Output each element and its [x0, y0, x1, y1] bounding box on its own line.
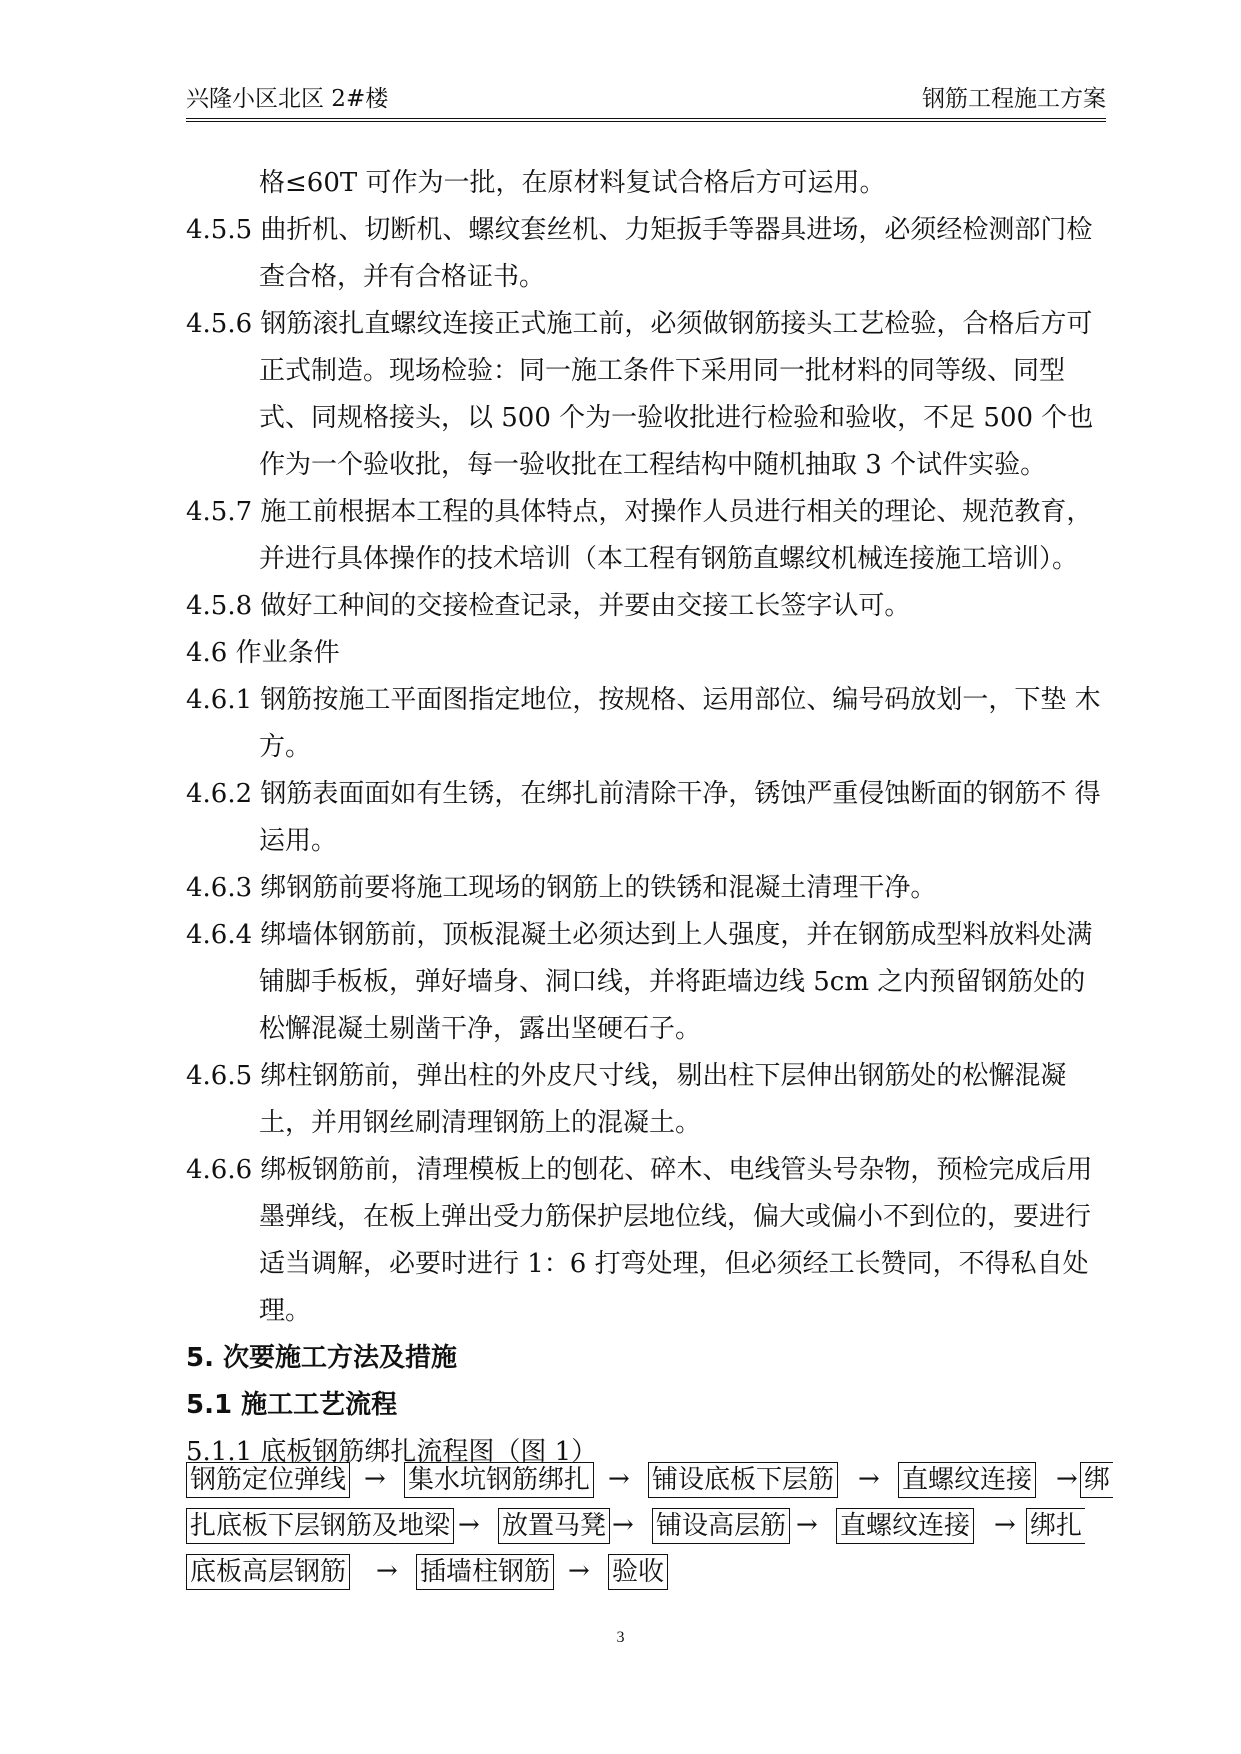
clause-4-6-3: 4.6.3 绑钢筋前要将施工现场的钢筋上的铁锈和混凝土清理干净。 — [186, 873, 937, 903]
flow-arrow: → — [376, 1556, 398, 1586]
flow-node-acceptance: 验收 — [608, 1554, 668, 1590]
flow-node-bind-lower-start: 绑 — [1080, 1462, 1113, 1498]
flow-node-bind-upper-start: 绑扎 — [1026, 1508, 1085, 1544]
clause-4-6-5: 4.6.5 绑柱钢筋前，弹出柱的外皮尺寸线，剔出柱下层伸出钢筋处的松懈混凝土，并用钢丝刷清理钢筋上的混凝土。 — [186, 1061, 1067, 1138]
page-number: 3 — [616, 1629, 625, 1646]
flow-node-straight-thread-2: 直螺纹连接 — [836, 1508, 974, 1544]
clause-4-6-1: 4.6.1 钢筋按施工平面图指定地位，按规格、运用部位、编号码放划一，下垫 木方。 — [186, 685, 1101, 762]
paragraph-continuation: 格≤60T 可作为一批，在原材料复试合格后方可运用。 — [259, 168, 886, 198]
section-4-6-title: 4.6 作业条件 — [186, 638, 340, 668]
document-body — [186, 160, 1106, 1476]
flow-node-place-chairs: 放置马凳 — [498, 1508, 610, 1544]
flow-node-bottom-lower-layer: 铺设底板下层筋 — [648, 1462, 838, 1498]
clause-4-5-8: 4.5.8 做好工种间的交接检查记录，并要由交接工长签字认可。 — [186, 591, 911, 621]
clause-4-6-4: 4.6.4 绑墙体钢筋前，顶板混凝土必须达到上人强度，并在钢筋成型料放料处满铺脚手板板，弹好墙身、洞口线，并将距墙边线 5cm 之内预留钢筋处的松懈混凝土剔凿干净，露出坚硬石子。 — [186, 920, 1093, 1044]
flow-node-rebar-positioning: 钢筋定位弹线 — [186, 1462, 350, 1498]
clause-4-6-2: 4.6.2 钢筋表面面如有生锈，在绑扎前清除干净，锈蚀严重侵蚀断面的钢筋不 得运用。 — [186, 779, 1101, 856]
flow-arrow: → — [1056, 1464, 1078, 1494]
header-rule — [186, 118, 1106, 119]
section-5-heading: 5. 次要施工方法及措施 — [186, 1343, 458, 1373]
flow-node-sump-rebar: 集水坑钢筋绑扎 — [404, 1462, 594, 1498]
flow-node-wall-column-dowels: 插墙柱钢筋 — [416, 1554, 554, 1590]
header-rule-double — [186, 121, 1106, 122]
flow-node-straight-thread-1: 直螺纹连接 — [898, 1462, 1036, 1498]
flow-node-bind-lower-and-beams: 扎底板下层钢筋及地梁 — [186, 1508, 454, 1544]
clause-4-5-5: 4.5.5 曲折机、切断机、螺纹套丝机、力矩扳手等器具进场，必须经检测部门检查合格，并有合格证书。 — [186, 215, 1093, 292]
flow-node-bind-upper-rebar: 底板高层钢筋 — [186, 1554, 350, 1590]
flow-arrow: → — [796, 1510, 818, 1540]
header-project-name: 兴隆小区北区 2#楼 — [186, 86, 389, 112]
flow-node-upper-layer: 铺设高层筋 — [652, 1508, 790, 1544]
clause-4-6-6: 4.6.6 绑板钢筋前，清理模板上的刨花、碎木、电线管头号杂物，预检完成后用墨弹线，在板上弹出受力筋保护层地位线，偏大或偏小不到位的，要进行适当调解，必要时进行 1：6 打弯处理，但必须经工长赞同，不得私自处理。 — [186, 1155, 1093, 1326]
section-5-1-heading: 5.1 施工工艺流程 — [186, 1390, 398, 1420]
flow-row — [186, 1554, 1106, 1594]
flow-arrow: → — [858, 1464, 880, 1494]
flow-arrow: → — [608, 1464, 630, 1494]
flow-arrow: → — [364, 1464, 386, 1494]
flow-arrow: → — [994, 1510, 1016, 1540]
clause-4-5-6: 4.5.6 钢筋滚扎直螺纹连接正式施工前，必须做钢筋接头工艺检验，合格后方可正式制造。现场检验：同一施工条件下采用同一批材料的同等级、同型式、同规格接头，以 500 个为一验收批进行检验和验收，不足 500 个也作为一个验收批，每一验收批在工程结构中随机抽取 3 个试件实验。 — [186, 309, 1094, 480]
clause-4-5-7: 4.5.7 施工前根据本工程的具体特点，对操作人员进行相关的理论、规范教育，并进行具体操作的技术培训（本工程有钢筋直螺纹机械连接施工培训）。 — [186, 497, 1093, 574]
flow-arrow: → — [568, 1556, 590, 1586]
flow-row — [186, 1462, 1111, 1502]
section-5-1-1-title: 5.1.1 底板钢筋绑扎流程图（图 1） — [186, 1437, 598, 1467]
header-document-title: 钢筋工程施工方案 — [922, 86, 1106, 112]
flow-arrow: → — [458, 1510, 480, 1540]
flow-arrow: → — [612, 1510, 634, 1540]
flow-row — [186, 1508, 1106, 1548]
